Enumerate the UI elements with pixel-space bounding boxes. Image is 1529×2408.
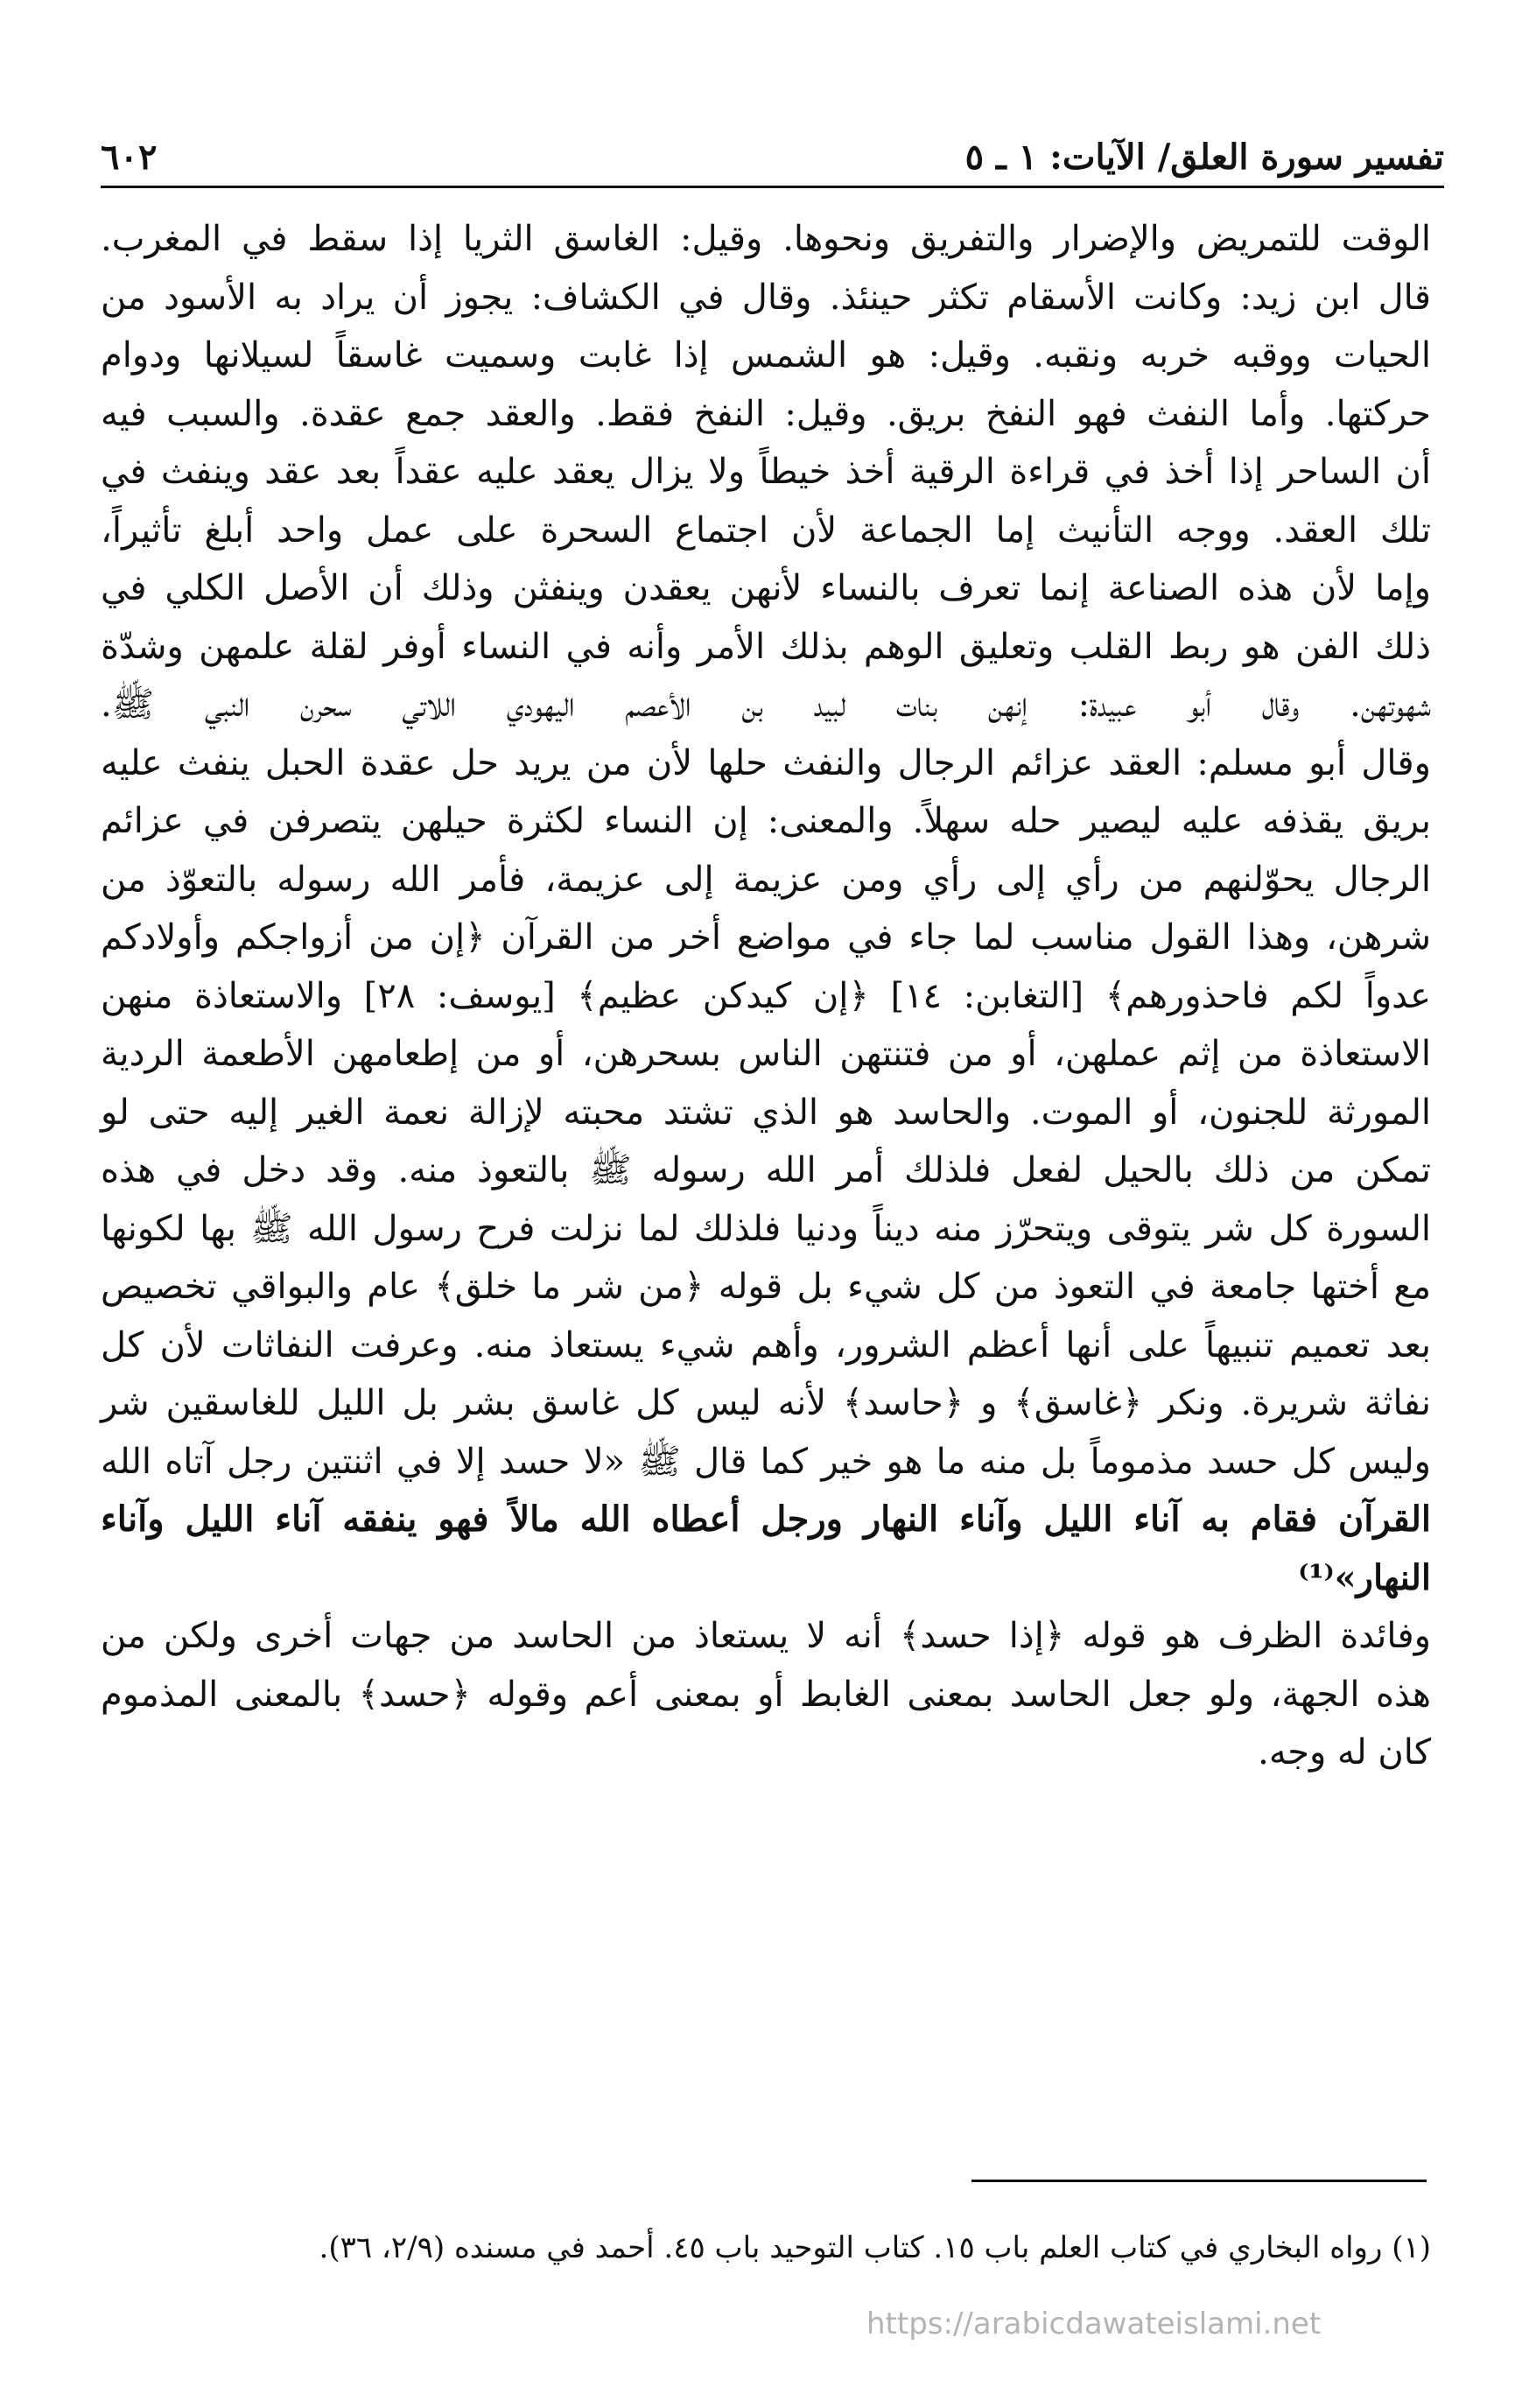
text-line: شرهن، وهذا القول مناسب لما جاء في مواضع أخر من القرآن ﴿إن من أزواجكم وأولادكم	[101, 917, 1431, 958]
footnote-rule	[971, 2180, 1427, 2182]
text-line: تلك العقد. ووجه التأنيث إما الجماعة لأن اجتماع السحرة على عمل واحد أبلغ تأثيراً،	[101, 509, 1431, 551]
text-line: عدواً لكم فاحذورهم﴾ [التغابن: ١٤] ﴿إن كيدكن عظيم﴾ [يوسف: ٢٨] والاستعاذة منهن	[101, 975, 1431, 1016]
page-number: ٦٠٢	[101, 137, 158, 178]
hadith-line: القرآن فقام به آناء الليل وآناء النهار ورجل أعطاه الله مالاً فهو ينفقه آناء الليل وآناء النهار»⁽¹⁾	[101, 1499, 1431, 1598]
text-line: الرجال يحوّلنهم من رأي إلى رأي ومن عزيمة إلى عزيمة، فأمر الله رسوله بالتعوّذ من	[101, 859, 1431, 900]
text-line: وليس كل حسد مذموماً بل منه ما هو خير كما قال ﷺ «لا حسد إلا في اثنتين رجل آتاه الله	[101, 1441, 1431, 1482]
text-line: الاستعاذة من إثم عملهن، أو من فتنتهن الناس بسحرهن، أو من إطعامهن الأطعمة الردية	[101, 1034, 1431, 1074]
text-line: ذلك الفن هو ربط القلب وتعليق الوهم بذلك الأمر وأنه في النساء أوفر لقلة علمهن وشدّة	[101, 626, 1431, 667]
body-text	[101, 210, 1431, 1782]
footnote: (١) رواه البخاري في كتاب العلم باب ١٥. كتاب التوحيد باب ٤٥. أحمد في مسنده (٢/٩، ٣٦).	[319, 2230, 1431, 2265]
text-line: المورثة للجنون، أو الموت. والحاسد هو الذي تشتد محبته لإزالة نعمة الغير إليه حتى لو	[101, 1092, 1431, 1133]
text-line: هذه الجهة، ولو جعل الحاسد بمعنى الغابط أو بمعنى أعم وقوله ﴿حسد﴾ بالمعنى المذموم	[101, 1674, 1431, 1715]
text-line: وقال أبو مسلم: العقد عزائم الرجال والنفث حلها لأن من يريد حل عقدة الحبل ينفث عليه	[101, 742, 1431, 783]
text-line: الحيات ووقبه خربه ونقبه. وقيل: هو الشمس إذا غابت وسميت غاسقاً لسيلانها ودوام	[101, 335, 1431, 376]
running-title: تفسير سورة العلق/ الآيات: ١ ـ ٥	[964, 137, 1444, 178]
text-line: شهوتهن. وقال أبو عبيدة: إنهن بنات لبيد بن الأعصم اليهودي اللاتي سحرن النبي ﷺ.	[101, 684, 1431, 725]
text-line: حركتها. وأما النفث فهو النفخ بريق. وقيل: النفخ فقط. والعقد جمع عقدة. والسبب فيه	[101, 393, 1431, 434]
text-line: تمكن من ذلك بالحيل لفعل فلذلك أمر الله رسوله ﷺ بالتعوذ منه. وقد دخل في هذه	[101, 1150, 1431, 1190]
text-line: نفاثة شريرة. ونكر ﴿غاسق﴾ و ﴿حاسد﴾ لأنه ليس كل غاسق بشر بل الليل للغاسقين شر	[101, 1383, 1431, 1423]
text-line: الوقت للتمريض والإضرار والتفريق ونحوها. وقيل: الغاسق الثريا إذا سقط في المغرب.	[101, 219, 1431, 259]
text-line: قال ابن زيد: وكانت الأسقام تكثر حينئذ. وقال في الكشاف: يجوز أن يراد به الأسود من	[101, 277, 1431, 318]
text-line: أن الساحر إذا أخذ في قراءة الرقية أخذ خيطاً ولا يزال يعقد عليه عقداً بعد عقد وينفث في	[101, 452, 1431, 492]
header-rule	[101, 186, 1444, 188]
text-line: مع أختها جامعة في التعوذ من كل شيء بل قوله ﴿من شر ما خلق﴾ عام والبواقي تخصيص	[101, 1267, 1431, 1307]
text-line: بريق يقذفه عليه ليصير حله سهلاً. والمعنى: إن النساء لكثرة حيلهن يتصرفن في عزائم	[101, 801, 1431, 841]
page-header	[101, 123, 1444, 184]
text-line: بعد تعميم تنبيهاً على أنها أعظم الشرور، وأهم شيء يستعاذ منه. وعرفت النفاثات لأن كل	[101, 1324, 1431, 1365]
watermark-url: https://arabicdawateislami.net	[866, 2306, 1322, 2341]
text-line: وإما لأن هذه الصناعة إنما تعرف بالنساء لأنهن يعقدن وينفثن وذلك أن الأصل الكلي في	[101, 568, 1431, 608]
text-line: وفائدة الظرف هو قوله ﴿إذا حسد﴾ أنه لا يستعاذ من الحاسد من جهات أخرى ولكن من	[101, 1616, 1431, 1656]
text-line: السورة كل شر يتوقى ويتحرّز منه ديناً ودنيا فلذلك لما نزلت فرح رسول الله ﷺ بها لكونها	[101, 1208, 1431, 1249]
text-line: كان له وجه.	[1258, 1732, 1431, 1773]
